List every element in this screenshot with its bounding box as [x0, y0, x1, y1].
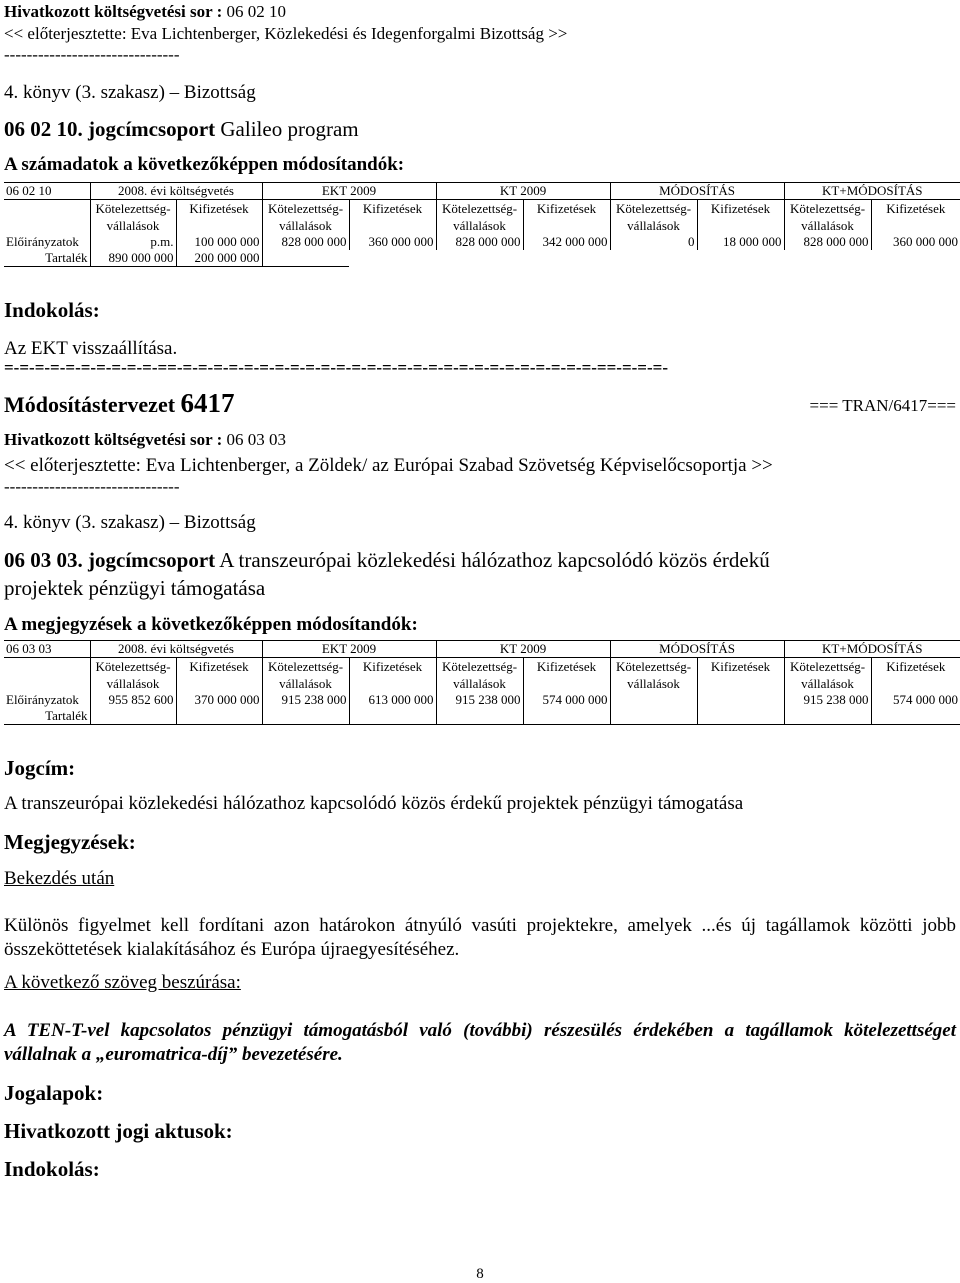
amendment-label: Módosítástervezet	[4, 392, 176, 417]
table-cell	[610, 250, 697, 267]
table-cell: 915 238 000	[436, 692, 523, 708]
table-row	[4, 692, 960, 708]
column-header-payments: Kifizetések	[523, 658, 610, 693]
column-group-header: KT 2009	[436, 183, 610, 200]
row-label: Előirányzatok	[6, 692, 79, 707]
column-header-payments: Kifizetések	[871, 658, 960, 693]
table-cell	[262, 708, 349, 725]
budget-table-2	[4, 640, 960, 725]
budget-line-code: 06 02 10	[226, 2, 287, 21]
page-number: 8	[476, 1266, 484, 1282]
budget-line-heading	[4, 430, 286, 450]
chapter-title	[4, 548, 770, 573]
table-cell: 828 000 000	[262, 234, 349, 250]
chapter-title-code: 06 02 10. jogcímcsoport	[4, 117, 216, 141]
book-section: 4. könyv (3. szakasz) – Bizottság	[4, 512, 256, 533]
table-cell	[610, 692, 697, 708]
table-cell	[349, 708, 436, 725]
jogcim-text: A transzeurópai közlekedési hálózathoz kapcsolódó közös érdekű projektek pénzügyi támogatása	[4, 793, 744, 814]
table-cell: 955 852 600	[90, 692, 176, 708]
table-code: 06 02 10	[4, 183, 90, 200]
table-code: 06 03 03	[4, 641, 90, 658]
table-cell	[697, 692, 784, 708]
table-cell: 342 000 000	[523, 234, 610, 250]
budget-table-1	[4, 182, 960, 267]
table-cell	[871, 250, 960, 267]
table-cell: 828 000 000	[784, 234, 871, 250]
justification-heading: Indokolás:	[4, 298, 100, 322]
justification-heading: Indokolás:	[4, 1157, 100, 1181]
column-header-payments: Kifizetések	[871, 200, 960, 235]
column-header-payments: Kifizetések	[697, 200, 784, 235]
remark-paragraph: Különös figyelmet kell fordítani azon határokon átnyúló vasúti projektekre, amelyek ...és új tagállamok közötti jobb összeköttetések kialakításához és Európa újraegyesítéséhez.	[4, 915, 956, 960]
table-cell: 574 000 000	[523, 692, 610, 708]
table-cell: 200 000 000	[176, 250, 262, 267]
dash-line: -------------------------------	[4, 477, 180, 496]
table-row	[4, 708, 960, 725]
column-group-header: EKT 2009	[262, 183, 436, 200]
amendment-number: 6417	[180, 388, 235, 418]
row-label: Tartalék	[4, 708, 90, 725]
column-group-header: KT 2009	[436, 641, 610, 658]
table-cell: 890 000 000	[90, 250, 176, 267]
dash-line: -------------------------------	[4, 45, 180, 64]
chapter-title-continued: projektek pénzügyi támogatása	[4, 576, 266, 600]
column-group-header: MÓDOSÍTÁS	[610, 641, 784, 658]
modify-heading: A számadatok a következőképpen módosítandók:	[4, 154, 405, 175]
column-header-commitments: Kötelezettség-vállalások	[436, 200, 523, 235]
table-cell	[90, 708, 176, 725]
column-header-payments: Kifizetések	[176, 658, 262, 693]
remarks-heading: Megjegyzések:	[4, 830, 136, 854]
justification-text: Az EKT visszaállítása.	[4, 338, 178, 359]
table-cell: 613 000 000	[349, 692, 436, 708]
column-header-commitments: Kötelezettség-vállalások	[262, 658, 349, 693]
chapter-title-code: 06 03 03. jogcímcsoport	[4, 548, 216, 572]
table-cell	[436, 708, 523, 725]
table-cell	[262, 250, 349, 267]
table-cell: 360 000 000	[349, 234, 436, 250]
table-cell: 360 000 000	[871, 234, 960, 250]
table-cell	[523, 250, 610, 267]
presented-by: << előterjesztette: Eva Lichtenberger, Közlekedési és Idegenforgalmi Bizottság >>	[4, 24, 568, 43]
separator-line: =-=-=-=-=-=-=-=-=-=-==-=-=-=-=-=-=-=-=-=-=-=-=-=-=-=-=-=-=-=-=-=-=-=-=-=-=-=-==-=-=-=-	[4, 358, 668, 377]
column-group-header: 2008. évi költségvetés	[90, 183, 262, 200]
column-group-header: 2008. évi költségvetés	[90, 641, 262, 658]
column-group-header: EKT 2009	[262, 641, 436, 658]
legal-acts-heading: Hivatkozott jogi aktusok:	[4, 1119, 233, 1143]
table-cell: 100 000 000	[176, 234, 262, 250]
budget-line-label: Hivatkozott költségvetési sor :	[4, 2, 223, 21]
chapter-title	[4, 117, 359, 142]
amendment-title	[4, 388, 235, 419]
inserted-text: A TEN-T-vel kapcsolatos pénzügyi támogatásból való (további) részesülés érdekében a tagállamok kötelezettséget vállalnak a „euromatrica-díj” bevezetésére.	[4, 1020, 956, 1065]
presented-by: << előterjesztette: Eva Lichtenberger, a Zöldek/ az Európai Szabad Szövetség Képviselőcsoportja >>	[4, 455, 773, 476]
budget-line-heading	[4, 2, 286, 22]
table-row	[4, 250, 960, 267]
column-group-header: MÓDOSÍTÁS	[610, 183, 784, 200]
column-header-commitments: Kötelezettség-vállalások	[610, 200, 697, 235]
column-header-commitments: Kötelezettség-vállalások	[436, 658, 523, 693]
table-cell: 828 000 000	[436, 234, 523, 250]
column-header-commitments: Kötelezettség-vállalások	[610, 658, 697, 693]
table-cell	[176, 708, 262, 725]
column-header-commitments: Kötelezettség-vállalások	[90, 658, 176, 693]
budget-line-label: Hivatkozott költségvetési sor :	[4, 430, 223, 449]
table-cell: 915 238 000	[262, 692, 349, 708]
table-cell: p.m.	[90, 234, 176, 250]
table-cell: 574 000 000	[871, 692, 960, 708]
budget-line-code: 06 03 03	[226, 430, 287, 449]
chapter-title-name: Galileo program	[220, 117, 359, 141]
column-header-payments: Kifizetések	[349, 200, 436, 235]
legal-basis-heading: Jogalapok:	[4, 1081, 104, 1105]
table-cell: 370 000 000	[176, 692, 262, 708]
column-header-payments: Kifizetések	[523, 200, 610, 235]
table-cell	[697, 708, 784, 725]
column-header-commitments: Kötelezettség-vállalások	[262, 200, 349, 235]
column-header-commitments: Kötelezettség-vállalások	[784, 200, 871, 235]
table-cell	[784, 708, 871, 725]
table-row	[4, 234, 960, 250]
column-header-payments: Kifizetések	[176, 200, 262, 235]
table-cell: 915 238 000	[784, 692, 871, 708]
table-cell	[523, 708, 610, 725]
insert-label: A következő szöveg beszúrása:	[4, 972, 241, 993]
chapter-title-name: A transzeurópai közlekedési hálózathoz kapcsolódó közös érdekű	[219, 548, 770, 572]
table-cell: 18 000 000	[697, 234, 784, 250]
row-label: Tartalék	[4, 250, 90, 267]
modify-heading: A megjegyzések a következőképpen módosítandók:	[4, 614, 418, 635]
column-header-payments: Kifizetések	[697, 658, 784, 693]
table-cell	[436, 250, 523, 267]
column-header-payments: Kifizetések	[349, 658, 436, 693]
tran-code: === TRAN/6417===	[809, 396, 956, 415]
column-group-header: KT+MÓDOSÍTÁS	[784, 183, 960, 200]
column-header-commitments: Kötelezettség-vállalások	[784, 658, 871, 693]
column-header-commitments: Kötelezettség-vállalások	[90, 200, 176, 235]
jogcim-heading: Jogcím:	[4, 756, 76, 780]
row-label: Előirányzatok	[6, 234, 79, 249]
after-paragraph-label: Bekezdés után	[4, 868, 115, 889]
column-group-header: KT+MÓDOSÍTÁS	[784, 641, 960, 658]
book-section: 4. könyv (3. szakasz) – Bizottság	[4, 82, 256, 103]
table-cell	[871, 708, 960, 725]
table-cell	[349, 250, 436, 267]
table-cell: 0	[610, 234, 697, 250]
table-cell	[697, 250, 784, 267]
table-cell	[784, 250, 871, 267]
table-cell	[610, 708, 697, 725]
